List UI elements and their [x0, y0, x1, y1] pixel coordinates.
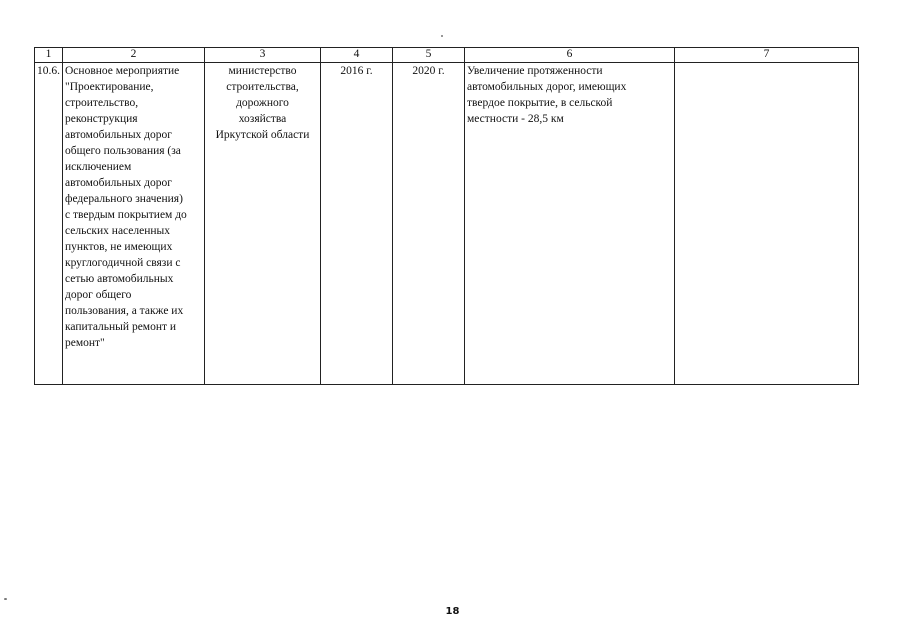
plan-table — [34, 47, 859, 385]
header-cell-2: 2 — [63, 48, 205, 63]
scan-speck — [441, 35, 443, 37]
executor: министерство строительства, дорожного хозяйства Иркутской области — [205, 63, 321, 385]
header-cell-3: 3 — [205, 48, 321, 63]
column-7-cell — [675, 63, 859, 385]
header-cell-4: 4 — [321, 48, 393, 63]
header-cell-5: 5 — [393, 48, 465, 63]
activity-name: Основное мероприятие "Проектирование, строительство, реконструкция автомобильных дорог общего пользования (за исключением автомобильных дорог федерального значения) с твердым покрытием до сельских населенных пунктов, не имеющих круглогодичной связи с сетью автомобильных дорог общего пользования, а также их капитальный ремонт и ремонт" — [63, 63, 205, 385]
page-number: 18 — [445, 606, 460, 617]
table-row — [35, 63, 859, 385]
expected-result: Увеличение протяженности автомобильных дорог, имеющих твердое покрытие, в сельской местности - 28,5 км — [465, 63, 675, 385]
header-cell-7: 7 — [675, 48, 859, 63]
row-number: 10.6. — [35, 63, 63, 385]
header-row — [35, 48, 859, 63]
end-year: 2020 г. — [393, 63, 465, 385]
header-cell-1: 1 — [35, 48, 63, 63]
scan-speck — [4, 598, 7, 600]
start-year: 2016 г. — [321, 63, 393, 385]
header-cell-6: 6 — [465, 48, 675, 63]
